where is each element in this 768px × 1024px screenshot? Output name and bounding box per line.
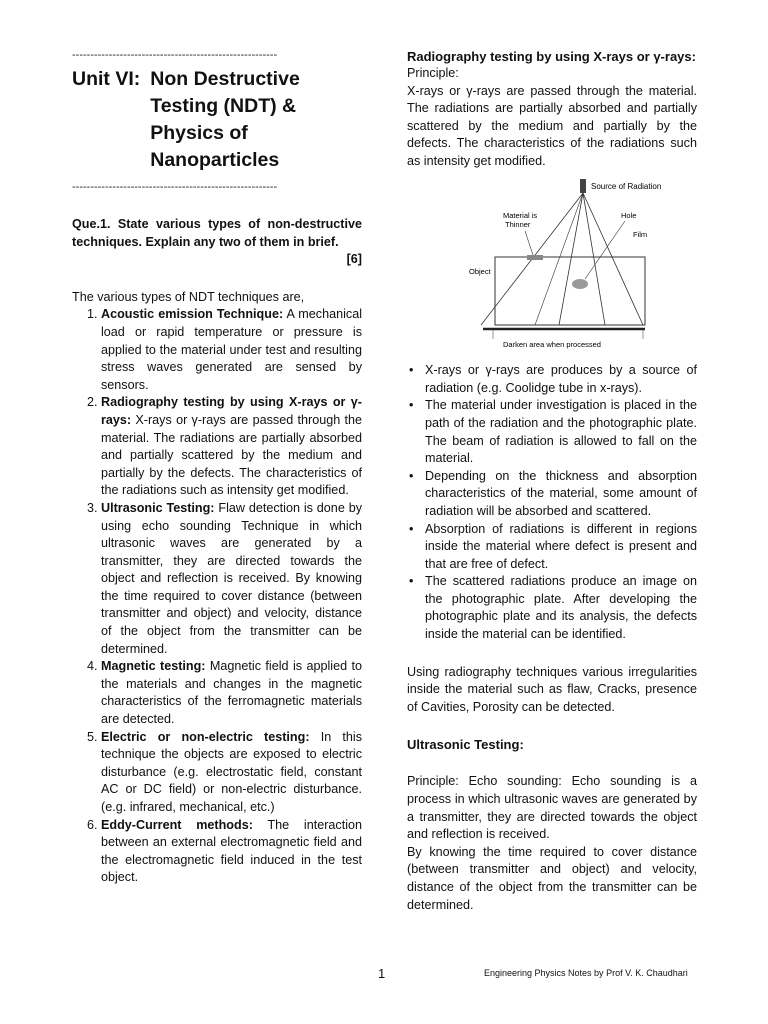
unit-heading [72,66,362,174]
item-title: Magnetic testing: [101,659,206,674]
thinner-label-1: Material is [503,210,538,220]
radiation-source-icon [580,179,586,193]
radiography-diagram [443,179,662,351]
question-text: Que.1. State various types of non-destructive techniques. Explain any two of them in brief. [72,217,362,249]
radiography-title: Radiography testing by using X-rays or γ-rays: [407,49,696,64]
item-title: Ultrasonic Testing: [101,500,215,515]
object-label: Object [469,266,491,276]
list-item [101,817,362,887]
principle-text: X-rays or γ-rays are passed through the material. The radiations are partially absorbed and partially scattered by the medium and partially by the defects. The characteristics of the radiations such as intensity get modified. [407,83,697,168]
bullet-item: • Absorption of radiations is different in regions inside the material where defect is present and that are free of defect. [425,521,697,574]
ultrasonic-title: Ultrasonic Testing: [407,737,524,753]
radiography-bullets [407,362,697,644]
item-text: A mechanical load or rapid temperature or pressure is applied to the material under test and resulting stress waves generated are sensed by sensors. [101,307,362,392]
item-title: Acoustic emission Technique: [101,307,284,322]
darken-label: Darken area when processed [503,339,601,349]
bullet-item: • Depending on the thickness and absorption characteristics of the material, some amount of radiation will be absorbed and scattered. [425,468,697,521]
bullet-item: • The material under investigation is placed in the path of the radiation and the photographic plate. The beam of radiation is allowed to fall on the material. [425,397,697,467]
ultrasonic-principle: Principle: Echo sounding: Echo sounding is a process in which ultrasonic waves are generated by a transmitter, they are directed towards the object and reflection is received. [407,774,697,842]
item-text: Magnetic field is applied to the materials and changes in the magnetic characteristics of the ferromagnetic materials are detected. [101,659,362,727]
intro-text: The various types of NDT techniques are, [72,289,305,304]
list-item [101,394,362,500]
film-label: Film [633,229,648,239]
bullet-item: • The scattered radiations produce an image on the photographic plate. After developing the photographic plate and its analysis, the defects inside the material can be identified. [425,573,697,643]
question-marks: [6] [346,252,362,267]
item-title: Eddy-Current methods: [101,817,253,832]
bullet-item: • X-rays or γ-rays are produces by a source of radiation (e.g. Coolidge tube in x-rays). [425,362,697,397]
item-title: Electric or non-electric testing: [101,729,310,744]
source-label: Source of Radiation [591,181,662,191]
item-title: Radiography testing by using X-rays or γ-rays: [101,395,362,427]
item-text: Flaw detection is done by using echo sounding Technique in which ultrasonic waves are generated by a transmitter, they are directed towards the object and reflection is received. By knowing the time required to cover distance (between transmitter and object) and velocity, distance of the object from the transmitter can be determined. [101,500,362,656]
ndt-list [72,306,362,887]
thinner-label-2: Thinner [505,219,531,229]
item-text: The interaction between an external electromagnetic field and the electromagnetic field induced in the test object. [101,817,363,885]
item-text: X-rays or γ-rays are passed through the material. The radiations are partially absorbed and partially scattered by the medium and partially by the defects. The characteristics of the radiations such as intensity get modified. [101,412,362,498]
bottom-dash-rule: -------------------------------------------------------- [72,181,278,193]
hole-label: Hole [621,210,637,220]
object-block [495,257,645,325]
page-number: 1 [378,966,386,981]
list-item [101,500,362,658]
principle-label: Principle: [407,66,459,80]
unit-label: Unit VI: [72,68,141,90]
top-dash-rule: -------------------------------------------------------- [72,49,278,61]
list-item [101,306,362,394]
ultrasonic-distance: By knowing the time required to cover distance (between transmitter and object) and velocity, distance of the object from the transmitter can be determined. [407,844,697,912]
right-column [407,48,697,914]
radiography-summary: Using radiography techniques various irregularities inside the material such as flaw, Cracks, presence of Cavities, Porosity can be detected. [407,664,697,714]
list-item [101,729,362,817]
thinner-region [527,255,543,260]
footer-credit: Engineering Physics Notes by Prof V. K. Chaudhari [484,968,688,978]
hole-defect [572,279,588,289]
unit-title: Non Destructive Testing (NDT) & Physics of Nanoparticles [150,68,300,171]
list-item [101,658,362,728]
item-text: In this technique the objects are exposed to electric disturbance (e.g. electrostatic field, constant AC or DC field) or non-electric disturbance. (e.g. infrared, mechanical, etc.) [101,729,362,814]
left-column [72,48,362,887]
